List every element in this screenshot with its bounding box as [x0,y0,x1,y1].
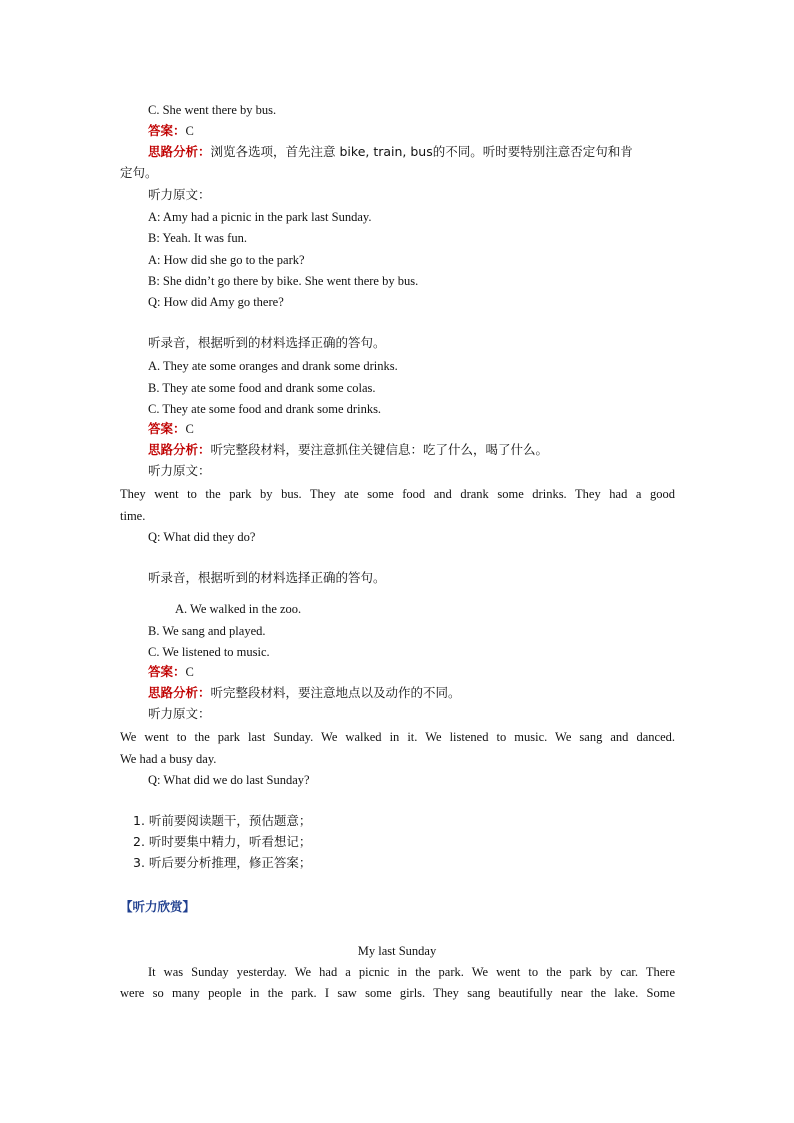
q2-analysis [148,442,548,458]
analysis-label: 思路分析： [148,442,211,457]
answer-label: 答案： [148,421,186,436]
transcript-line: B: Yeah. It was fun. [148,231,247,245]
section-heading: 【听力欣赏】 [120,899,196,914]
q3-transcript-line1: We went to the park last Sunday. We walked in it. We listened to music. We sang and danced. [120,730,675,744]
q3-question: Q: What did we do last Sunday? [148,773,310,787]
answer-value: C [185,665,194,679]
analysis-text: 听完整段材料，要注意地点以及动作的不同。 [210,685,461,700]
q1-transcript-label: 听力原文： [148,187,211,202]
analysis-text: 浏览各选项，首先注意 bike, train, bus的不同。听时要特别注意否定句和肯 [210,144,633,159]
analysis-label: 思路分析： [148,685,211,700]
analysis-text: 听完整段材料，要注意抓住关键信息：吃了什么，喝了什么。 [210,442,549,457]
q3-transcript-line2: We had a busy day. [120,752,217,766]
q2-transcript-line2: time. [120,509,146,523]
q3-option-a: A. We walked in the zoo. [175,602,302,616]
passage-line1: It was Sunday yesterday. We had a picnic in the park. We went to the park by car. There [148,965,675,979]
transcript-line: A: How did she go to the park? [148,253,305,267]
answer-value: C [185,422,194,436]
q2-option-a: A. They ate some oranges and drank some drinks. [148,359,398,373]
transcript-line: A: Amy had a picnic in the park last Sunday. [148,210,372,224]
q2-transcript-line1: They went to the park by bus. They ate some food and drank some drinks. They had a good [120,487,675,501]
q1-analysis [148,144,633,160]
q2-instruction: 听录音，根据听到的材料选择正确的答句。 [148,335,386,350]
q1-analysis-cont: 定句。 [120,165,158,180]
q3-option-c: C. We listened to music. [148,645,270,659]
q2-option-c: C. They ate some food and drank some drinks. [148,402,382,416]
analysis-label: 思路分析： [148,144,211,159]
q2-transcript-label: 听力原文： [148,463,211,478]
q2-option-b: B. They ate some food and drank some colas. [148,381,376,395]
answer-label: 答案： [148,664,186,679]
q2-answer-row [148,421,194,437]
tip-item: 2. 听时要集中精力，听看想记； [133,834,312,849]
transcript-question: Q: How did Amy go there? [148,295,284,309]
q3-analysis [148,685,461,701]
tip-item: 3. 听后要分析推理，修正答案； [133,855,312,870]
q3-option-b: B. We sang and played. [148,624,266,638]
q3-instruction: 听录音，根据听到的材料选择正确的答句。 [148,570,386,585]
answer-label: 答案： [148,123,186,138]
passage-line2: were so many people in the park. I saw some girls. They sang beautifully near the lake. Some [120,986,675,1000]
q1-option-c: C. She went there by bus. [148,103,277,117]
q3-answer-row [148,664,194,680]
transcript-line: B: She didn’t go there by bike. She went there by bus. [148,274,419,288]
q1-answer-row [148,123,194,139]
q3-transcript-label: 听力原文： [148,706,211,721]
answer-value: C [185,124,194,138]
passage-title: My last Sunday [357,944,437,958]
tip-item: 1. 听前要阅读题干，预估题意； [133,813,312,828]
q2-question: Q: What did they do? [148,530,256,544]
